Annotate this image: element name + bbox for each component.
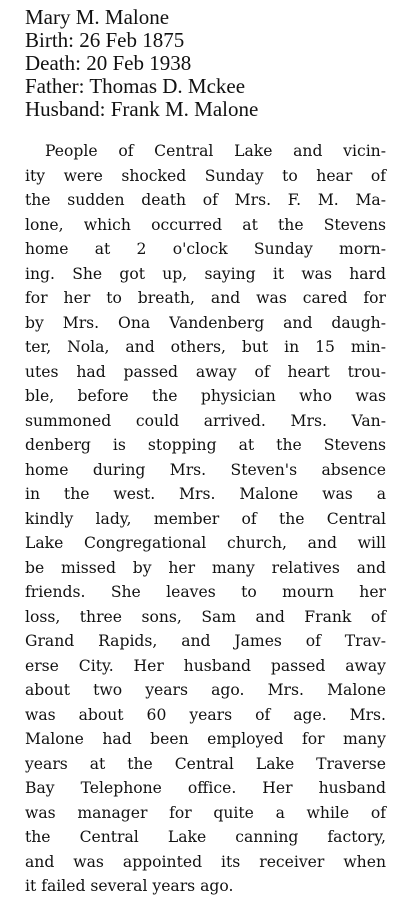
clipping-line: friends. She leaves to mourn her [25, 583, 386, 601]
clipping-line: the sudden death of Mrs. F. M. Ma- [25, 191, 386, 209]
record-father: Father: Thomas D. Mckee [25, 74, 246, 98]
clipping-line: home at 2 o'clock Sunday morn- [25, 240, 386, 258]
clipping-line: it failed several years ago. [25, 877, 234, 895]
clipping-line: be missed by her many relatives and [25, 558, 386, 577]
clipping-line: utes had passed away of heart trou- [25, 362, 386, 381]
clipping-line: in the west. Mrs. Malone was a [25, 485, 386, 503]
clipping-line: and was appointed its receiver when [25, 852, 386, 871]
record-husband: Husband: Frank M. Malone [25, 97, 259, 121]
clipping-line: erse City. Her husband passed away [25, 656, 386, 675]
clipping-line: People of Central Lake and vicin- [45, 142, 386, 160]
clipping-line: Malone had been employed for many [25, 730, 386, 748]
record-death: Death: 20 Feb 1938 [25, 51, 192, 75]
clipping-line: the Central Lake canning factory, [25, 828, 386, 846]
clipping-line: home during Mrs. Steven's absence [25, 460, 386, 479]
clipping-line: ing. She got up, saying it was hard [25, 264, 386, 283]
clipping-line: denberg is stopping at the Stevens [25, 436, 386, 454]
clipping-line: was manager for quite a while of [25, 803, 386, 822]
record-name: Mary M. Malone [25, 5, 170, 29]
record-header [25, 6, 386, 121]
clipping-line: years at the Central Lake Traverse [25, 754, 386, 773]
clipping-line: for her to breath, and was cared for [25, 289, 386, 307]
clipping-line: Grand Rapids, and James of Trav- [25, 632, 386, 650]
clipping-line: was about 60 years of age. Mrs. [25, 705, 386, 724]
clipping-line: summoned could arrived. Mrs. Van- [25, 411, 386, 430]
clipping-line: kindly lady, member of the Central [25, 509, 386, 528]
clipping-line: Lake Congregational church, and will [25, 534, 386, 552]
clipping-line: loss, three sons, Sam and Frank of [25, 607, 386, 626]
clipping-line: lone, which occurred at the Stevens [25, 215, 386, 234]
clipping-line: by Mrs. Ona Vandenberg and daugh- [25, 313, 386, 332]
clipping-line: ble, before the physician who was [25, 387, 386, 405]
clipping-line: Bay Telephone office. Her husband [25, 779, 386, 797]
clipping-line: ity were shocked Sunday to hear of [25, 166, 386, 185]
clipping-line: ter, Nola, and others, but in 15 min- [25, 338, 386, 356]
newspaper-clipping [25, 139, 386, 899]
clipping-line: about two years ago. Mrs. Malone [25, 681, 386, 699]
record-birth: Birth: 26 Feb 1875 [25, 28, 185, 52]
